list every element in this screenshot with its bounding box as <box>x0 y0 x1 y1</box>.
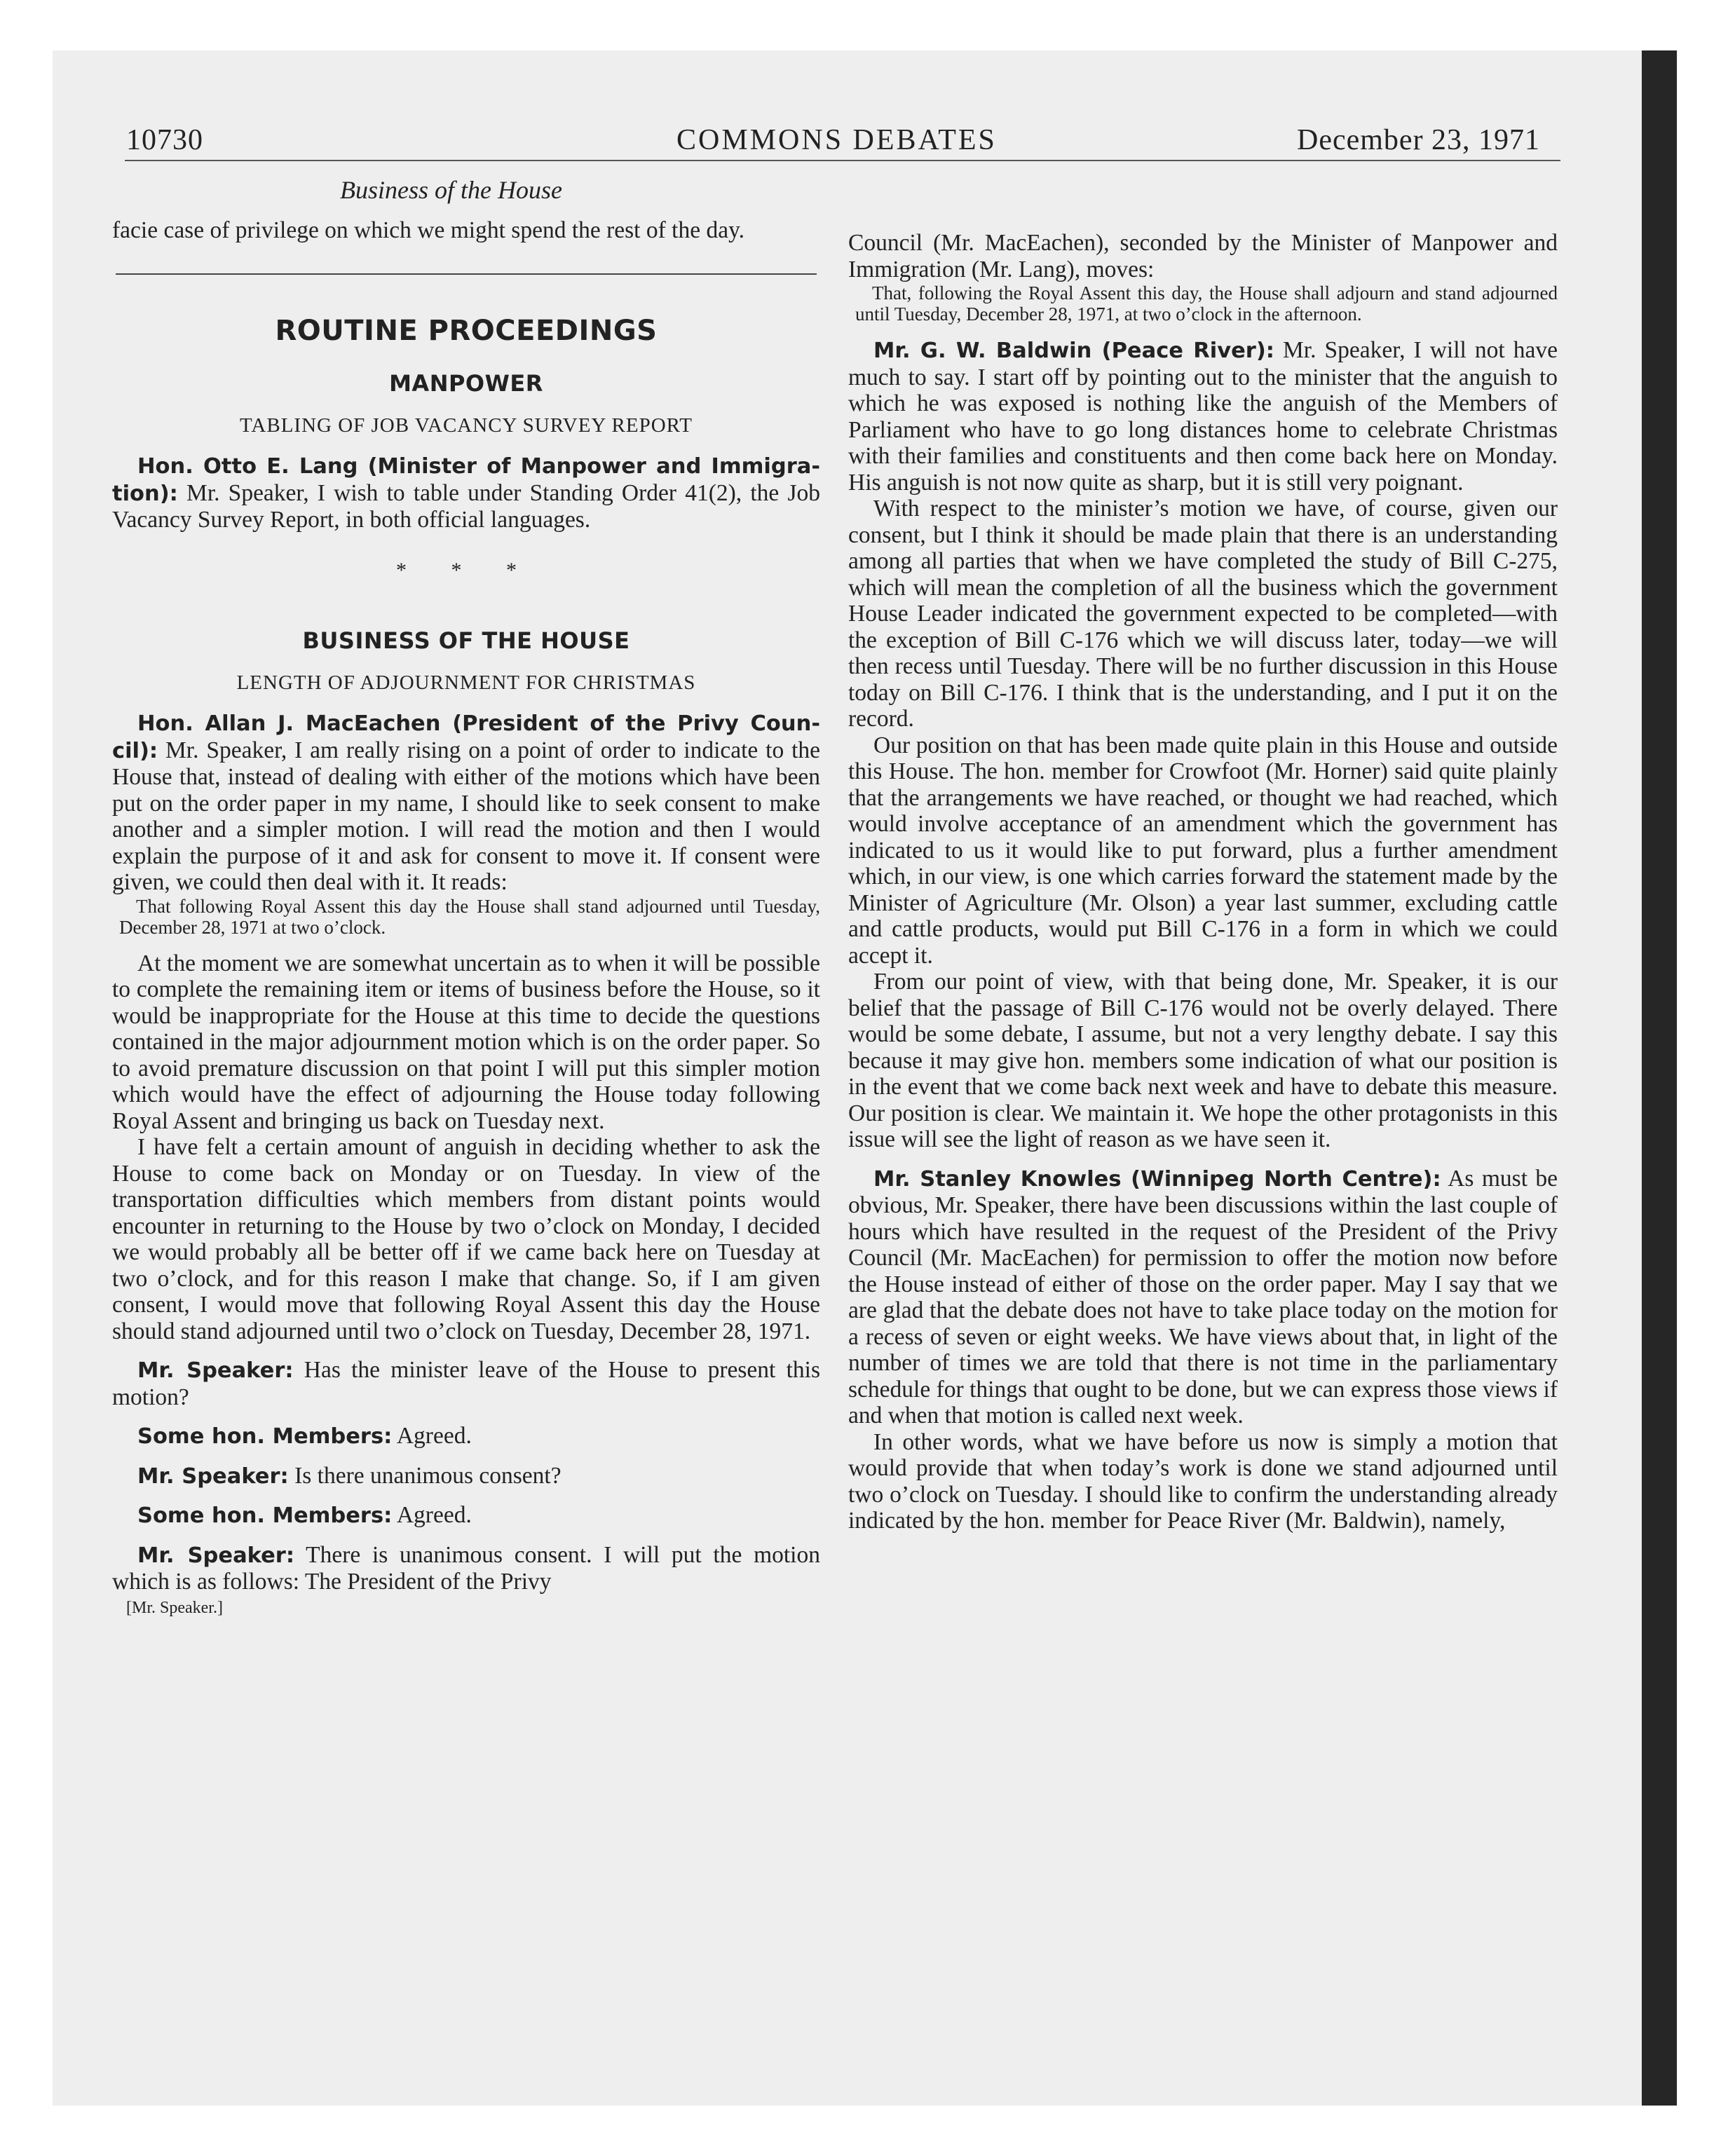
motion-quote: That following Royal Assent this day the House shall stand adjourned until Tuesday, December 28, 1971 at two o’clock. <box>119 895 820 938</box>
paragraph-baldwin <box>848 337 1558 496</box>
speech-text: Agreed. <box>392 1423 472 1449</box>
continued-paragraph: Council (Mr. MacEachen), seconded by the Minister of Manpower and Immigration (Mr. Lang), moves: <box>848 230 1558 282</box>
speaker-name: Some hon. Members: <box>137 1503 393 1528</box>
speech-text: There is unanimous consent. I will put the motion which is as follows: The President of the Privy <box>112 1541 820 1595</box>
speech-text: Mr. Speaker, I will not have much to say. I start off by pointing out to the minister that the anguish to which he was exposed is nothing like the anguish of the Members of Parliament who have to go long distances home to celebrate Christmas with their families and constituents and then come back here on Monday. His anguish is not now quite as sharp, but it is still very poignant. <box>848 337 1558 496</box>
motion-quote: That, following the Royal Assent this day, the House shall adjourn and stand adjourned until Tuesday, December 28, 1971, at two o’clock in the afternoon. <box>855 282 1558 325</box>
publication-title: COMMONS DEBATES <box>676 124 997 156</box>
speaker-name: Mr. Speaker: <box>137 1358 294 1383</box>
paragraph-speaker <box>112 1463 820 1490</box>
speaker-name: Hon. Otto E. Lang (Minister of Manpower and Immigration): <box>112 454 820 506</box>
speaker-name: Mr. Speaker: <box>137 1464 289 1489</box>
speech-text: Mr. Speaker, I wish to table under Standing Order 41(2), the Job Vacancy Survey Report, in both official languages. <box>112 479 820 533</box>
section-separator: * * * <box>396 558 536 582</box>
speech-text: Is there unanimous consent? <box>288 1462 562 1489</box>
speaker-name: Mr. Stanley Knowles (Winnipeg North Centre): <box>873 1166 1441 1192</box>
header-rule <box>125 160 1560 161</box>
paragraph-lang <box>112 453 820 533</box>
paragraph: With respect to the minister’s motion we have, of course, given our consent, but I think it should be made plain that there is an understanding among all parties that when we have completed the study of Bill C-275, which will mean the completion of all the business which the government House Leader indicated the government expected to be completed—with the exception of Bill C-176 which we will discuss later, today—we will then recess until Tuesday. There will be no further discussion in this House today on Bill C-176. I think that is the understanding, and I put it on the record. <box>848 496 1558 732</box>
speech-text: Agreed. <box>392 1502 472 1528</box>
speaker-name: Some hon. Members: <box>137 1424 393 1449</box>
subheading-tabling: TABLING OF JOB VACANCY SURVEY REPORT <box>240 414 693 437</box>
speaker-name: Mr. Speaker: <box>137 1543 295 1568</box>
page-date: December 23, 1971 <box>1297 124 1541 156</box>
paragraph-members <box>112 1502 820 1529</box>
section-subtitle: Business of the House <box>340 176 562 204</box>
paragraph-maceachen <box>112 710 820 896</box>
paragraph-knowles <box>848 1166 1558 1429</box>
speaker-attribution: [Mr. Speaker.] <box>126 1598 223 1617</box>
left-column <box>112 217 820 1621</box>
paragraph: I have felt a certain amount of anguish in deciding whether to ask the House to come back on Monday or on Tuesday. In view of the transportation difficulties which members from distant points would encounter in returning to the House by two o’clock on Monday, I decided we would probably all be better off if we came back here on Tuesday at two o’clock, and for this reason I make that change. So, if I am given consent, I would move that following Royal Assent this day the House should stand adjourned until two o’clock on Tuesday, December 28, 1971. <box>112 1134 820 1344</box>
speech-text: Has the minister leave of the House to present this motion? <box>112 1357 820 1410</box>
section-divider <box>116 273 817 275</box>
speech-text: Mr. Speaker, I am really rising on a point of order to indicate to the House that, instead of dealing with either of the motions which have been put on the order paper in my name, I should like to seek consent to make another and a simpler motion. I will read the motion and then I would explain the purpose of it and ask for consent to move it. If consent were given, we could then deal with it. It reads: <box>112 737 820 895</box>
paragraph-members <box>112 1423 820 1450</box>
paragraph: In other words, what we have before us now is simply a motion that would provide that when today’s work is done we stand adjourned until two o’clock on Tuesday. I should like to confirm the understanding already indicated by the hon. member for Peace River (Mr. Baldwin), namely, <box>848 1428 1558 1534</box>
speech-text: As must be obvious, Mr. Speaker, there have been discussions within the last couple of hours which have resulted in the request of the President of the Privy Council (Mr. MacEachen) for permission to offer the motion now before the House instead of either of those on the order paper. May I say that we are glad that the debate does not have to take place today on the motion for a recess of seven or eight weeks. We have views about that, in light of the number of times we are told that there is not time in the parliamentary schedule for things that ought to be done, but we can express those views if and when that motion is called next week. <box>848 1165 1558 1428</box>
continued-paragraph: facie case of privilege on which we might spend the rest of the day. <box>112 217 745 243</box>
binding-edge <box>1642 50 1677 2106</box>
heading-routine-proceedings: ROUTINE PROCEEDINGS <box>275 314 658 347</box>
right-column <box>848 230 1558 1534</box>
heading-manpower: MANPOWER <box>389 370 543 397</box>
speaker-name: Mr. G. W. Baldwin (Peace River): <box>873 339 1274 363</box>
paragraph: Our position on that has been made quite plain in this House and outside this House. The hon. member for Crowfoot (Mr. Horner) said quite plainly that the arrangements we have reached, or thought we had reached, which would involve acceptance of an amendment which the government has indicated to us it would like to put forward, plus a further amendment which, in our view, is one which carries forward the statement made by the Minister of Agriculture (Mr. Olson) a year last summer, excluding cattle and cattle products, would put Bill C-176 in a form in which we could accept it. <box>848 732 1558 969</box>
paragraph-speaker <box>112 1542 820 1595</box>
paragraph: At the moment we are somewhat uncertain as to when it will be possible to complete the remaining item or items of business before the House, so it would be inappropriate for the House at this time to decide the questions contained in the major adjournment motion which is on the order paper. So to avoid premature discussion on that point I will put this simpler motion which would have the effect of adjourning the House today following Royal Assent and bringing us back on Tuesday next. <box>112 950 820 1134</box>
paragraph-speaker <box>112 1357 820 1410</box>
subheading-adjournment: LENGTH OF ADJOURNMENT FOR CHRISTMAS <box>236 671 696 694</box>
speaker-name: Hon. Allan J. MacEachen (President of the Privy Council): <box>112 711 820 763</box>
page-number: 10730 <box>126 124 203 156</box>
paragraph: From our point of view, with that being done, Mr. Speaker, it is our belief that the passage of Bill C-176 would not be overly delayed. There would be some debate, I assume, but not a very lengthy debate. I say this because it may give hon. members some indication of what our position is in the event that we come back next week and have to debate this measure. Our position is clear. We maintain it. We hope the other protagonists in this issue will see the light of reason as we have seen it. <box>848 969 1558 1152</box>
heading-business-of-the-house: BUSINESS OF THE HOUSE <box>302 627 630 654</box>
